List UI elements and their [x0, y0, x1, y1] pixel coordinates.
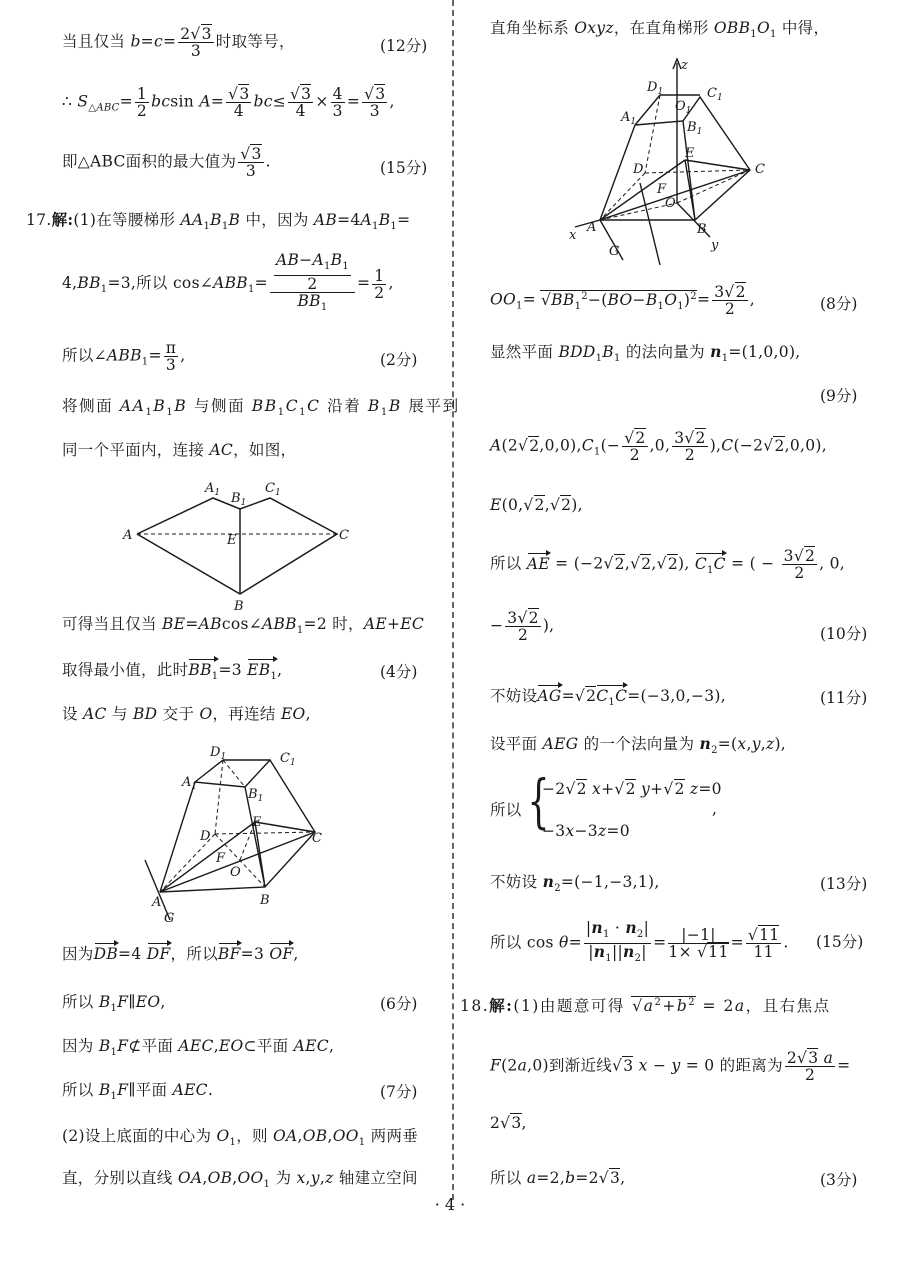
- svg-text:D: D: [200, 829, 211, 844]
- q18-line1: 18.解:(1)由题意可得 $√a^2+b^2 = 2a$，且右焦点: [460, 996, 831, 1015]
- set-intersect: 设 AC 与 BD 交于 O，再连结 EO,: [62, 705, 311, 723]
- part2-line1: (2)设上底面的中心为 $O_1$，则 $OA,OB,OO_1$ 两两垂: [62, 1127, 419, 1149]
- coordinate-figure: [565, 55, 775, 270]
- svg-text:y: y: [711, 238, 719, 253]
- area-formula: ∴ $S_{\triangle ABC}=$ $\frac{1}{2}$ bcsin A= $\frac{√3}{4}$ bc≤ $\frac{√3}{4}$ × $\frac{4}{3}$ = $\frac{√3}{3}$ ,: [62, 85, 395, 120]
- score: (2分): [380, 351, 418, 369]
- part2-line2: 直，分别以直线 $OA,OB,OO_1$ 为 x,y,z 轴建立空间: [62, 1169, 418, 1191]
- q17-cos: $4,BB_1=3$,所以 $\cos\angle ABB_1=$ $\frac{\frac{AB-A_1B_1}{2}}{BB_1}$ = $\frac{1}{2}$ ,: [62, 251, 394, 314]
- vector-ag: 不妨设$AG=√2C_1C=(-3,0,-3)$,: [490, 687, 726, 709]
- svg-text:F: F: [216, 851, 226, 866]
- unfold-line2: 同一个平面内，连接 AC，如图，: [62, 441, 297, 459]
- column-divider: [452, 0, 454, 1200]
- svg-text:A1: $A_1$: [182, 775, 198, 792]
- score: (12分): [380, 37, 428, 55]
- parallel-plane: 所以 $B_1F\parallel$平面 AEC.: [62, 1081, 214, 1103]
- q17-line1: 17.解:(1)在等腰梯形 $AA_1B_1B$ 中，因为 $AB=4A_1B_1=$: [26, 210, 411, 233]
- svg-text:G: G: [164, 911, 175, 926]
- svg-text:A: A: [587, 220, 597, 235]
- score: (15分): [380, 159, 428, 177]
- vector-c1c-end: − $\frac{3√2}{2}$ ),: [490, 609, 555, 644]
- svg-text:A: A: [152, 895, 162, 910]
- angle: 所以$\angle ABB_1=$ $\frac{\pi}{3}$ ,: [62, 339, 186, 374]
- equality-condition: 当且仅当 b=c= $\frac{2√3}{3}$ 时取等号，: [62, 25, 295, 60]
- svg-text:C1: $C_1$: [707, 86, 723, 103]
- n2-value: 不妨设 $n_2=(-1,-3,1)$,: [490, 872, 660, 895]
- svg-text:C: C: [755, 162, 765, 177]
- score: (7分): [380, 1083, 418, 1101]
- score: (6分): [380, 995, 418, 1013]
- unfolded-figure: [115, 476, 355, 616]
- q18-line2: F(2a,0)到渐近线√3 x − y = 0 的距离为 $\frac{2√3 a}{2}$ =: [490, 1049, 851, 1084]
- svg-text:C: C: [312, 831, 322, 846]
- svg-text:B: B: [260, 893, 270, 908]
- svg-text:E: E: [252, 815, 262, 830]
- svg-text:G: G: [609, 244, 620, 259]
- svg-text:E: E: [227, 533, 237, 548]
- max-area: 即△ABC面积的最大值为 $\frac{√3}{3}$ .: [62, 145, 271, 180]
- score: (15分): [816, 933, 864, 951]
- score: (8分): [820, 295, 858, 313]
- svg-text:B1: $B_1$: [687, 120, 703, 137]
- svg-text:A1: $A_1$: [205, 481, 221, 498]
- score: (9分): [820, 387, 858, 405]
- q18-line3: 2√3,: [490, 1114, 527, 1132]
- svg-text:B1: $B_1$: [231, 491, 247, 508]
- frustum-figure: [140, 742, 340, 932]
- svg-text:E: E: [685, 146, 695, 161]
- svg-text:C1: $C_1$: [265, 481, 281, 498]
- svg-text:A: A: [123, 528, 133, 543]
- min-condition: 可得当且仅当 $BE=ABcos\angle ABB_1=2$ 时，AE+EC: [62, 615, 425, 637]
- svg-text:z: z: [681, 58, 688, 73]
- svg-text:B: B: [697, 222, 707, 237]
- equation-2: −3x−3z=0: [542, 822, 630, 840]
- vector-db: 因为DB=4 DF，所以BF=3 OF,: [62, 945, 299, 963]
- svg-text:O: O: [665, 196, 676, 211]
- svg-text:D: D: [633, 162, 644, 177]
- svg-text:O1: $O_1$: [675, 99, 692, 116]
- q18-result: 所以 a=2,b=2√3,: [490, 1169, 626, 1187]
- normal-aeg: 设平面 AEG 的一个法向量为 $n_2=(x,y,z)$,: [490, 734, 787, 757]
- svg-text:D1: $D_1$: [210, 745, 227, 762]
- score: (4分): [380, 663, 418, 681]
- svg-text:x: x: [569, 228, 577, 243]
- min-value: 取得最小值，此时$BB_1=3$ $EB_1$,: [62, 661, 283, 683]
- brace: {: [527, 767, 550, 835]
- score: (3分): [820, 1171, 858, 1189]
- normal-vector-1: 显然平面 $BDD_1B_1$ 的法向量为 $n_1=(1,0,0)$,: [490, 342, 801, 365]
- plane-aec: 因为 $B_1F⊄$平面 AEC,EO⊂平面 AEC,: [62, 1037, 335, 1059]
- equation-1: −2√2 x+√2 y+√2 z=0: [542, 780, 722, 798]
- points-coords: $A(2√2,0,0),C_1(-$ $\frac{√2}{2}$ ,0, $\frac{3√2}{2}$ ),C(−2√2,0,0),: [490, 429, 827, 464]
- svg-text:B: B: [234, 599, 244, 614]
- coord-system: 直角坐标系 Oxyz，在直角梯形 $OBB_1O_1$ 中得，: [490, 19, 830, 41]
- parallel-eo: 所以 $B_1F\parallel EO$,: [62, 993, 166, 1015]
- svg-text:D1: $D_1$: [647, 80, 664, 97]
- svg-text:B1: $B_1$: [248, 787, 264, 804]
- vectors-ae-c1c: 所以 AE = (−2√2,√2,√2), $C_1C$ = ( − $\frac{3√2}{2}$ , 0,: [490, 547, 846, 582]
- point-e: E(0,√2,√2),: [490, 496, 583, 514]
- score: (13分): [820, 875, 868, 893]
- svg-text:C: C: [339, 528, 349, 543]
- svg-text:F: F: [657, 182, 667, 197]
- svg-text:C1: $C_1$: [280, 751, 296, 768]
- page-number: · 4 ·: [434, 1195, 466, 1214]
- score: (11分): [820, 689, 868, 707]
- score: (10分): [820, 625, 868, 643]
- unfold-line: 将侧面 $AA_1B_1B$ 与侧面 $BB_1C_1C$ 沿着 $B_1B$ 展平到: [62, 397, 460, 419]
- system-label: 所以: [490, 801, 522, 819]
- svg-text:O: O: [230, 865, 241, 880]
- svg-text:A1: $A_1$: [621, 110, 637, 127]
- cos-theta: 所以 cos θ= $\frac{|n_1 \cdot n_2|}{|n_1||n_2|}$ = $\frac{|-1|}{1\times √11}$ = $\frac{√11}{11}$ .: [490, 918, 789, 965]
- oo1-length: $OO_1= √BB_1^2-(BO-B_1O_1)^2=$ $\frac{3√2}{2}$ ,: [490, 283, 755, 318]
